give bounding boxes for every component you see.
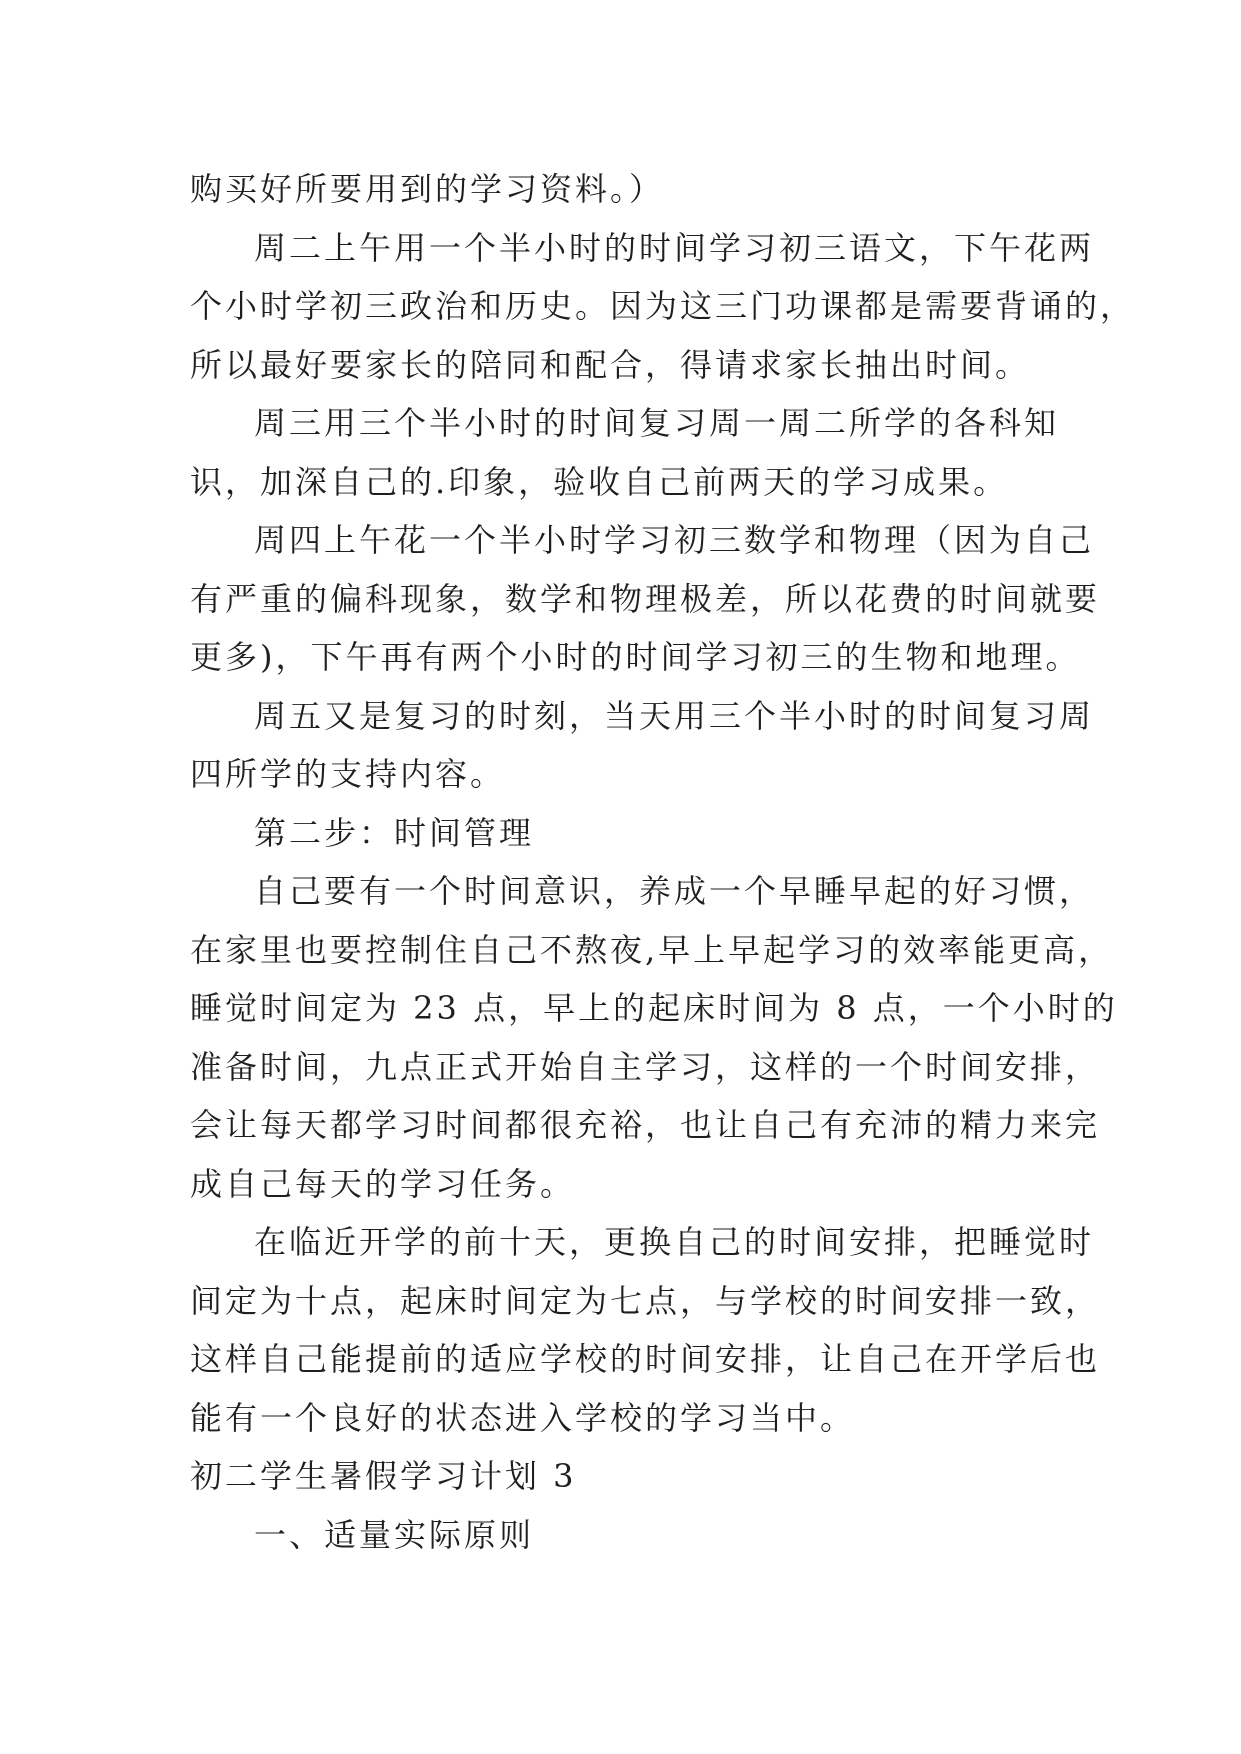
text-line: 所以最好要家长的陪同和配合，得请求家长抽出时间。: [190, 345, 1031, 384]
text-line: 会让每天都学习时间都很充裕，也让自己有充沛的精力来完: [190, 1106, 1101, 1144]
document-body: [190, 160, 1136, 1564]
text-line: 能有一个良好的状态进入学校的学习当中。: [190, 1398, 856, 1437]
text-line: 成自己每天的学习任务。: [190, 1164, 576, 1203]
text-line: 睡觉时间定为 23 点，早上的起床时间为 8 点，一个小时的: [190, 989, 1118, 1027]
text-line: 间定为十点，起床时间定为七点，与学校的时间安排一致，: [190, 1281, 1101, 1320]
text-line: 在临近开学的前十天，更换自己的时间安排，把睡觉时: [254, 1223, 1095, 1261]
text-line: 更多)，下午再有两个小时的时间学习初三的生物和地理。: [190, 638, 1081, 676]
text-line: 周三用三个半小时的时间复习周一周二所学的各科知: [254, 404, 1060, 442]
text-line: 初二学生暑假学习计划 3: [190, 1457, 577, 1495]
text-line: 这样自己能提前的适应学校的时间安排，让自己在开学后也: [190, 1340, 1101, 1378]
text-line: 个小时学初三政治和历史。因为这三门功课都是需要背诵的，: [190, 287, 1136, 325]
text-line: 购买好所要用到的学习资料。）: [190, 170, 665, 208]
text-line: 识，加深自己的.印象，验收自己前两天的学习成果。: [190, 462, 1009, 501]
text-line: 周二上午用一个半小时的时间学习初三语文，下午花两: [254, 228, 1095, 267]
text-line: 周五又是复习的时刻，当天用三个半小时的时间复习周: [254, 696, 1095, 735]
text-line: 准备时间，九点正式开始自主学习，这样的一个时间安排，: [190, 1047, 1101, 1086]
text-line: 在家里也要控制住自己不熬夜,早上早起学习的效率能更高，: [190, 930, 1114, 969]
text-line: 一、适量实际原则: [254, 1515, 535, 1554]
text-line: 自己要有一个时间意识，养成一个早睡早起的好习惯，: [254, 872, 1095, 910]
text-line: 有严重的偏科现象，数学和物理极差，所以花费的时间就要: [190, 579, 1101, 618]
text-line: 四所学的支持内容。: [190, 755, 506, 793]
text-line: 第二步：时间管理: [254, 813, 535, 852]
text-line: 周四上午花一个半小时学习初三数学和物理（因为自己: [254, 521, 1095, 559]
